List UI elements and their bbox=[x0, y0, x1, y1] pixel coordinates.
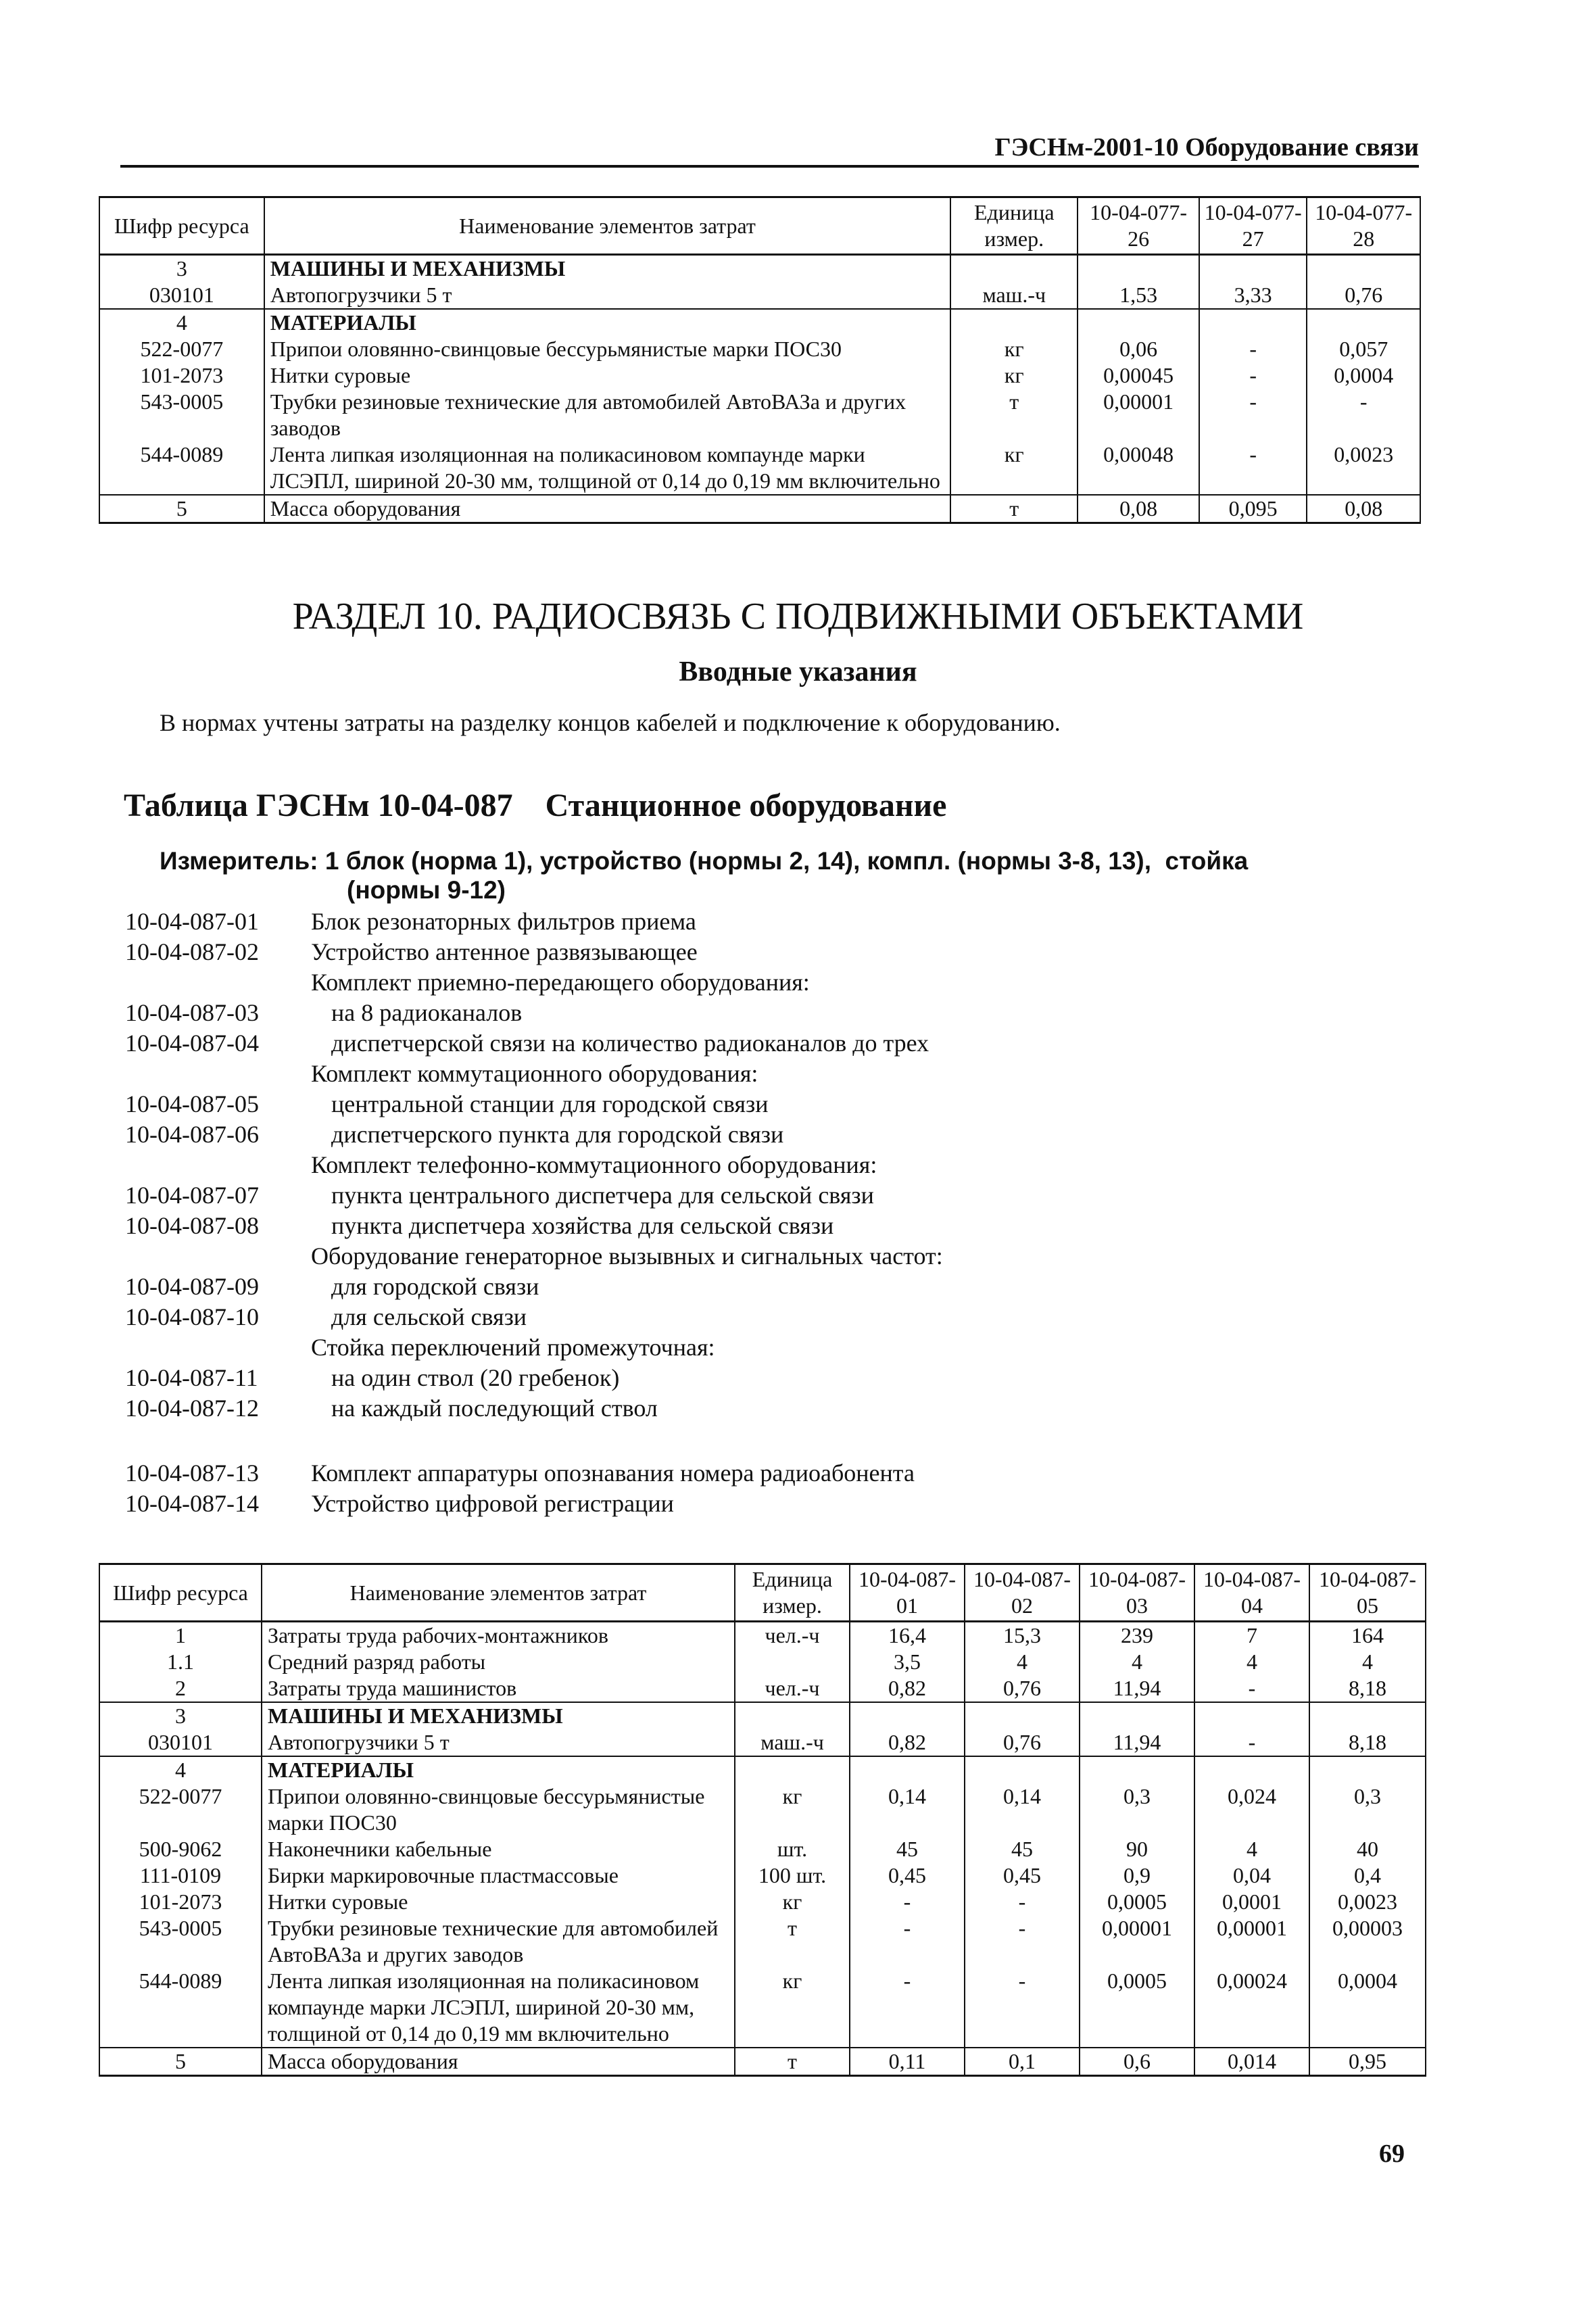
norm-value: 1,53 bbox=[1078, 282, 1199, 309]
norm-value: 90 bbox=[1080, 1836, 1194, 1862]
column-header: 10-04-087-02 bbox=[965, 1564, 1080, 1622]
unit: т bbox=[735, 2048, 850, 2076]
norm-value: 0,00045 bbox=[1078, 362, 1199, 389]
norm-code: 10-04-087-01 bbox=[125, 908, 259, 935]
norm-value: 0,82 bbox=[850, 1675, 965, 1702]
norm-value: - bbox=[850, 1968, 965, 2048]
table-row bbox=[99, 441, 1420, 495]
norm-value: 0,00024 bbox=[1194, 1968, 1309, 2048]
cost-element-name: Затраты труда машинистов bbox=[262, 1675, 735, 1702]
column-header: 10-04-087-04 bbox=[1194, 1564, 1309, 1622]
column-header: Шифр ресурса bbox=[99, 197, 264, 255]
column-header: Наименование элементов затрат bbox=[262, 1564, 735, 1622]
unit: кг bbox=[950, 441, 1078, 495]
norm-code: 10-04-087-05 bbox=[125, 1090, 259, 1117]
norm-value: 0,45 bbox=[965, 1862, 1080, 1889]
norm-value: 0,00001 bbox=[1080, 1915, 1194, 1968]
table-row bbox=[99, 1889, 1426, 1915]
cost-element-name: Масса оборудования bbox=[264, 495, 951, 523]
column-header: 10-04-087-05 bbox=[1309, 1564, 1426, 1622]
unit: т bbox=[950, 389, 1078, 441]
norm-name: для городской связи bbox=[331, 1273, 539, 1300]
norm-value: 0,14 bbox=[850, 1783, 965, 1836]
cost-element-name: МАШИНЫ И МЕХАНИЗМЫ bbox=[264, 255, 951, 283]
norm-code: 10-04-087-02 bbox=[125, 938, 259, 965]
norm-code: 10-04-087-14 bbox=[125, 1490, 259, 1517]
resource-code: 544-0089 bbox=[99, 441, 264, 495]
norm-value: 11,94 bbox=[1080, 1675, 1194, 1702]
norm-value: 40 bbox=[1309, 1836, 1426, 1862]
table-row bbox=[99, 1622, 1426, 1649]
unit bbox=[950, 309, 1078, 336]
norm-value: 164 bbox=[1309, 1622, 1426, 1649]
norm-value: 0,0004 bbox=[1307, 362, 1420, 389]
norm-name: пункта диспетчера хозяйства для сельской связи bbox=[331, 1212, 834, 1239]
unit: шт. bbox=[735, 1836, 850, 1862]
norm-value: - bbox=[965, 1915, 1080, 1968]
norm-value: - bbox=[1199, 441, 1307, 495]
group-row bbox=[99, 1702, 1426, 1729]
column-header: 10-04-077-26 bbox=[1078, 197, 1199, 255]
norm-value: 0,00048 bbox=[1078, 441, 1199, 495]
resource-code: 500-9062 bbox=[99, 1836, 262, 1862]
norm-value: - bbox=[850, 1889, 965, 1915]
resource-code: 1 bbox=[99, 1622, 262, 1649]
norm-name: Стойка переключений промежуточная: bbox=[311, 1334, 715, 1361]
section-title: РАЗДЕЛ 10. РАДИОСВЯЗЬ С ПОДВИЖНЫМИ ОБЪЕКТАМИ bbox=[292, 596, 1304, 637]
norm-value bbox=[965, 1702, 1080, 1729]
norm-value: 0,76 bbox=[1307, 282, 1420, 309]
norm-code: 10-04-087-12 bbox=[125, 1395, 259, 1422]
norm-name: Комплект телефонно-коммутационного оборудования: bbox=[311, 1151, 877, 1178]
norm-value: 0,0004 bbox=[1309, 1968, 1426, 2048]
norm-value: 7 bbox=[1194, 1622, 1309, 1649]
norm-value bbox=[1078, 309, 1199, 336]
resource-code: 5 bbox=[99, 2048, 262, 2076]
norm-name: Комплект аппаратуры опознавания номера радиоабонента bbox=[311, 1459, 915, 1487]
norm-value: - bbox=[965, 1889, 1080, 1915]
unit: маш.-ч bbox=[950, 282, 1078, 309]
norm-value: 0,00001 bbox=[1078, 389, 1199, 441]
norm-value: 15,3 bbox=[965, 1622, 1080, 1649]
unit: кг bbox=[950, 336, 1078, 362]
cost-element-name: Автопогрузчики 5 т bbox=[264, 282, 951, 309]
cost-element-name: Масса оборудования bbox=[262, 2048, 735, 2076]
norm-code: 10-04-087-04 bbox=[125, 1030, 259, 1057]
resource-code: 101-2073 bbox=[99, 362, 264, 389]
unit: кг bbox=[735, 1889, 850, 1915]
cost-element-name: МАТЕРИАЛЫ bbox=[262, 1756, 735, 1783]
resource-code: 543-0005 bbox=[99, 389, 264, 441]
cost-element-name: Лента липкая изоляционная на поликасиновом компаунде марки ЛСЭПЛ, шириной 20-30 мм, толщиной от 0,14 до 0,19 мм включительно bbox=[262, 1968, 735, 2048]
unit: 100 шт. bbox=[735, 1862, 850, 1889]
norm-code: 10-04-087-11 bbox=[125, 1364, 258, 1391]
unit: кг bbox=[735, 1968, 850, 2048]
norm-value: 45 bbox=[965, 1836, 1080, 1862]
norm-code: 10-04-087-08 bbox=[125, 1212, 259, 1239]
resource-table-077 bbox=[99, 196, 1421, 524]
unit bbox=[735, 1702, 850, 1729]
table-row bbox=[99, 282, 1420, 309]
cost-element-name: Нитки суровые bbox=[262, 1889, 735, 1915]
norm-value bbox=[1078, 255, 1199, 283]
unit: чел.-ч bbox=[735, 1622, 850, 1649]
norm-value: 8,18 bbox=[1309, 1729, 1426, 1756]
norm-value bbox=[1309, 1756, 1426, 1783]
norm-value: - bbox=[1194, 1729, 1309, 1756]
norm-value: 0,0005 bbox=[1080, 1889, 1194, 1915]
norm-name: Блок резонаторных фильтров приема bbox=[311, 908, 696, 935]
table-row bbox=[99, 495, 1420, 523]
norm-value: 0,057 bbox=[1307, 336, 1420, 362]
norm-value: 0,08 bbox=[1307, 495, 1420, 523]
norm-value: - bbox=[1199, 362, 1307, 389]
norm-value: 3,33 bbox=[1199, 282, 1307, 309]
norm-name: для сельской связи bbox=[331, 1303, 527, 1330]
norm-name: пункта центрального диспетчера для сельской связи bbox=[331, 1182, 874, 1209]
norm-value: 0,82 bbox=[850, 1729, 965, 1756]
table-row bbox=[99, 1675, 1426, 1702]
cost-element-name: Нитки суровые bbox=[264, 362, 951, 389]
norm-value: 4 bbox=[1080, 1649, 1194, 1675]
norm-value bbox=[1199, 255, 1307, 283]
norm-value: 0,04 bbox=[1194, 1862, 1309, 1889]
norm-code: 10-04-087-09 bbox=[125, 1273, 259, 1300]
unit bbox=[735, 1756, 850, 1783]
cost-element-name: Бирки маркировочные пластмассовые bbox=[262, 1862, 735, 1889]
group-row bbox=[99, 1756, 1426, 1783]
norm-value: 16,4 bbox=[850, 1622, 965, 1649]
column-header: 10-04-087-01 bbox=[850, 1564, 965, 1622]
norm-value: 0,4 bbox=[1309, 1862, 1426, 1889]
cost-element-name: Трубки резиновые технические для автомобилей АвтоВАЗа и других заводов bbox=[264, 389, 951, 441]
norm-name: Устройство антенное развязывающее bbox=[311, 938, 698, 965]
norm-value bbox=[850, 1756, 965, 1783]
resource-code: 111-0109 bbox=[99, 1862, 262, 1889]
norm-value: 0,76 bbox=[965, 1729, 1080, 1756]
norm-value: 0,95 bbox=[1309, 2048, 1426, 2076]
norm-name: Устройство цифровой регистрации bbox=[311, 1490, 674, 1517]
norm-value: 4 bbox=[1194, 1649, 1309, 1675]
resource-code: 5 bbox=[99, 495, 264, 523]
intro-heading: Вводные указания bbox=[679, 656, 917, 687]
resource-code: 030101 bbox=[99, 1729, 262, 1756]
table-row bbox=[99, 389, 1420, 441]
resource-code: 543-0005 bbox=[99, 1915, 262, 1968]
group-row bbox=[99, 255, 1420, 283]
norm-value: 239 bbox=[1080, 1622, 1194, 1649]
norm-name: Оборудование генераторное вызывных и сигнальных частот: bbox=[311, 1243, 943, 1270]
norm-value bbox=[1307, 309, 1420, 336]
norm-name: на каждый последующий ствол bbox=[331, 1395, 658, 1422]
norm-value: 0,00001 bbox=[1194, 1915, 1309, 1968]
resource-code: 522-0077 bbox=[99, 336, 264, 362]
cost-element-name: Припои оловянно-свинцовые бессурьмянистые марки ПОС30 bbox=[264, 336, 951, 362]
norm-value: 0,0023 bbox=[1309, 1889, 1426, 1915]
norm-value bbox=[1194, 1756, 1309, 1783]
resource-code: 4 bbox=[99, 1756, 262, 1783]
resource-code: 030101 bbox=[99, 282, 264, 309]
norm-name: Комплект коммутационного оборудования: bbox=[311, 1060, 758, 1087]
unit: чел.-ч bbox=[735, 1675, 850, 1702]
header-rule bbox=[120, 165, 1419, 168]
resource-code: 1.1 bbox=[99, 1649, 262, 1675]
norm-name: на 8 радиоканалов bbox=[331, 999, 523, 1026]
norm-name: на один ствол (20 гребенок) bbox=[331, 1364, 620, 1391]
norm-value: 0,11 bbox=[850, 2048, 965, 2076]
norm-value bbox=[1199, 309, 1307, 336]
norm-value: 4 bbox=[965, 1649, 1080, 1675]
norm-name: диспетчерского пункта для городской связи bbox=[331, 1121, 784, 1148]
table-row bbox=[99, 2048, 1426, 2076]
norm-value bbox=[1080, 1756, 1194, 1783]
cost-element-name: Наконечники кабельные bbox=[262, 1836, 735, 1862]
norm-code: 10-04-087-03 bbox=[125, 999, 259, 1026]
resource-code: 3 bbox=[99, 1702, 262, 1729]
norm-value bbox=[1080, 1702, 1194, 1729]
norm-code: 10-04-087-07 bbox=[125, 1182, 259, 1209]
table-title: Таблица ГЭСНм 10-04-087 Станционное оборудование bbox=[124, 788, 947, 823]
resource-code: 101-2073 bbox=[99, 1889, 262, 1915]
table-row bbox=[99, 1836, 1426, 1862]
cost-element-name: Затраты труда рабочих-монтажников bbox=[262, 1622, 735, 1649]
resource-table-087 bbox=[99, 1563, 1426, 2077]
norm-value: 0,024 bbox=[1194, 1783, 1309, 1836]
unit: т bbox=[735, 1915, 850, 1968]
norm-value: 4 bbox=[1194, 1836, 1309, 1862]
table-row bbox=[99, 1649, 1426, 1675]
norm-value: 0,0001 bbox=[1194, 1889, 1309, 1915]
table-row bbox=[99, 1915, 1426, 1968]
norm-value: - bbox=[1194, 1675, 1309, 1702]
table-row bbox=[99, 1862, 1426, 1889]
resource-code: 522-0077 bbox=[99, 1783, 262, 1836]
norm-value: 8,18 bbox=[1309, 1675, 1426, 1702]
norm-value: 4 bbox=[1309, 1649, 1426, 1675]
norm-value: 0,08 bbox=[1078, 495, 1199, 523]
norm-value: 0,76 bbox=[965, 1675, 1080, 1702]
norm-value: 0,014 bbox=[1194, 2048, 1309, 2076]
table-header-row bbox=[99, 1564, 1426, 1622]
norm-value bbox=[850, 1702, 965, 1729]
group-row bbox=[99, 309, 1420, 336]
norm-value bbox=[965, 1756, 1080, 1783]
norm-name: диспетчерской связи на количество радиоканалов до трех bbox=[331, 1030, 929, 1057]
table-row bbox=[99, 362, 1420, 389]
intro-text: В нормах учтены затраты на разделку концов кабелей и подключение к оборудованию. bbox=[160, 709, 1061, 736]
cost-element-name: МАТЕРИАЛЫ bbox=[264, 309, 951, 336]
norm-value: 0,0005 bbox=[1080, 1968, 1194, 2048]
column-header: Единица измер. bbox=[950, 197, 1078, 255]
norm-value bbox=[1307, 255, 1420, 283]
table-header-row bbox=[99, 197, 1420, 255]
table-row bbox=[99, 1783, 1426, 1836]
meter-line-continued: (нормы 9-12) bbox=[347, 876, 506, 904]
cost-element-name: МАШИНЫ И МЕХАНИЗМЫ bbox=[262, 1702, 735, 1729]
cost-element-name: Трубки резиновые технические для автомобилей АвтоВАЗа и других заводов bbox=[262, 1915, 735, 1968]
cost-element-name: Автопогрузчики 5 т bbox=[262, 1729, 735, 1756]
norm-value: 3,5 bbox=[850, 1649, 965, 1675]
cost-element-name: Припои оловянно-свинцовые бессурьмянистые марки ПОС30 bbox=[262, 1783, 735, 1836]
norm-value: 0,45 bbox=[850, 1862, 965, 1889]
unit bbox=[950, 255, 1078, 283]
norm-code: 10-04-087-10 bbox=[125, 1303, 259, 1330]
unit: т bbox=[950, 495, 1078, 523]
norm-value: - bbox=[965, 1968, 1080, 2048]
norm-value: 0,3 bbox=[1309, 1783, 1426, 1836]
unit bbox=[735, 1649, 850, 1675]
column-header: 10-04-077-27 bbox=[1199, 197, 1307, 255]
norm-value: 0,00003 bbox=[1309, 1915, 1426, 1968]
column-header: Единица измер. bbox=[735, 1564, 850, 1622]
norm-code: 10-04-087-06 bbox=[125, 1121, 259, 1148]
norm-value: 0,9 bbox=[1080, 1862, 1194, 1889]
norm-value: 0,06 bbox=[1078, 336, 1199, 362]
norm-value: - bbox=[1199, 336, 1307, 362]
cost-element-name: Средний разряд работы bbox=[262, 1649, 735, 1675]
norm-value: - bbox=[1307, 389, 1420, 441]
norm-value: - bbox=[1199, 389, 1307, 441]
table-row bbox=[99, 336, 1420, 362]
norm-value: 45 bbox=[850, 1836, 965, 1862]
running-header: ГЭСНм-2001-10 Оборудование связи bbox=[994, 133, 1419, 162]
column-header: Наименование элементов затрат bbox=[264, 197, 951, 255]
unit: кг bbox=[950, 362, 1078, 389]
unit: кг bbox=[735, 1783, 850, 1836]
page-number: 69 bbox=[1379, 2140, 1405, 2168]
table-row bbox=[99, 1729, 1426, 1756]
norm-value bbox=[1194, 1702, 1309, 1729]
resource-code: 3 bbox=[99, 255, 264, 283]
column-header: 10-04-077-28 bbox=[1307, 197, 1420, 255]
norm-code: 10-04-087-13 bbox=[125, 1459, 259, 1487]
unit: маш.-ч bbox=[735, 1729, 850, 1756]
norm-value bbox=[1309, 1702, 1426, 1729]
resource-code: 2 bbox=[99, 1675, 262, 1702]
resource-code: 544-0089 bbox=[99, 1968, 262, 2048]
meter-line: Измеритель: 1 блок (норма 1), устройство (нормы 2, 14), компл. (нормы 3-8, 13), стойка bbox=[160, 847, 1249, 875]
norm-value: - bbox=[850, 1915, 965, 1968]
column-header: Шифр ресурса bbox=[99, 1564, 262, 1622]
column-header: 10-04-087-03 bbox=[1080, 1564, 1194, 1622]
norm-name: Комплект приемно-передающего оборудования: bbox=[311, 969, 810, 996]
norm-value: 0,0023 bbox=[1307, 441, 1420, 495]
norm-value: 0,095 bbox=[1199, 495, 1307, 523]
norm-value: 0,3 bbox=[1080, 1783, 1194, 1836]
norm-name: центральной станции для городской связи bbox=[331, 1090, 769, 1117]
cost-element-name: Лента липкая изоляционная на поликасиновом компаунде марки ЛСЭПЛ, шириной 20-30 мм, толщиной от 0,14 до 0,19 мм включительно bbox=[264, 441, 951, 495]
resource-code: 4 bbox=[99, 309, 264, 336]
norm-value: 0,14 bbox=[965, 1783, 1080, 1836]
norm-value: 0,6 bbox=[1080, 2048, 1194, 2076]
norm-value: 11,94 bbox=[1080, 1729, 1194, 1756]
table-row bbox=[99, 1968, 1426, 2048]
norm-value: 0,1 bbox=[965, 2048, 1080, 2076]
